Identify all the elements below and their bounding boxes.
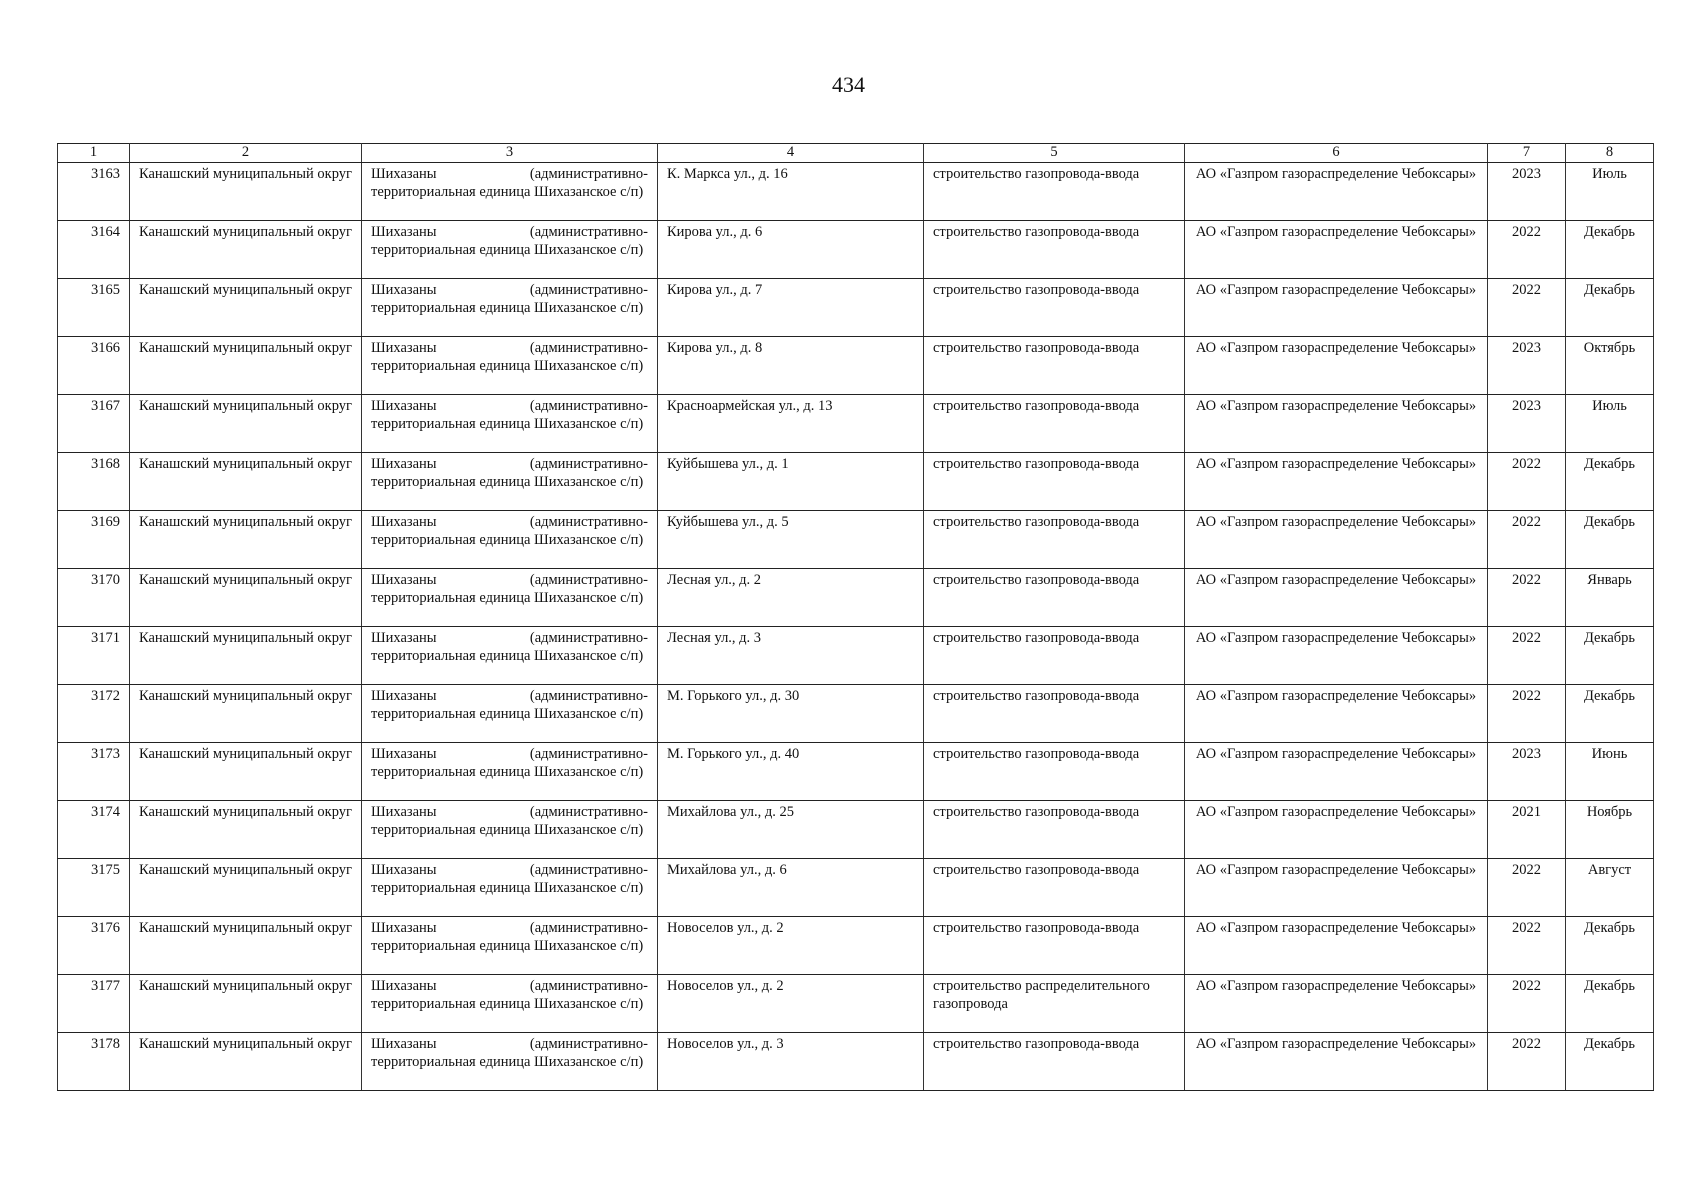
- year-cell: 2023: [1488, 743, 1566, 801]
- district-cell: Канашский муниципальный округ: [130, 917, 362, 975]
- address-cell: Новоселов ул., д. 2: [658, 917, 924, 975]
- table-row: [58, 627, 1654, 685]
- table-row: [58, 163, 1654, 221]
- organization-cell: АО «Газпром газораспределение Чебоксары»: [1185, 221, 1488, 279]
- table-row: [58, 279, 1654, 337]
- row-number-cell: 3174: [58, 801, 130, 859]
- month-cell: Октябрь: [1566, 337, 1654, 395]
- organization-cell: АО «Газпром газораспределение Чебоксары»: [1185, 511, 1488, 569]
- year-cell: 2022: [1488, 511, 1566, 569]
- work-type-cell: строительство газопровода-ввода: [924, 859, 1185, 917]
- work-type-cell: строительство газопровода-ввода: [924, 511, 1185, 569]
- table-header: [58, 144, 1654, 163]
- address-cell: Куйбышева ул., д. 5: [658, 511, 924, 569]
- table-row: [58, 917, 1654, 975]
- locality-cell: Шихазаны (административно-территориальная единица Шихазанское с/п): [362, 511, 658, 569]
- address-cell: Кирова ул., д. 8: [658, 337, 924, 395]
- district-cell: Канашский муниципальный округ: [130, 395, 362, 453]
- table-row: [58, 337, 1654, 395]
- work-type-cell: строительство газопровода-ввода: [924, 1033, 1185, 1091]
- table-row: [58, 395, 1654, 453]
- address-cell: М. Горького ул., д. 30: [658, 685, 924, 743]
- row-number-cell: 3171: [58, 627, 130, 685]
- row-number-cell: 3175: [58, 859, 130, 917]
- work-type-cell: строительство газопровода-ввода: [924, 279, 1185, 337]
- work-type-cell: строительство газопровода-ввода: [924, 743, 1185, 801]
- month-cell: Декабрь: [1566, 221, 1654, 279]
- district-cell: Канашский муниципальный округ: [130, 279, 362, 337]
- district-cell: Канашский муниципальный округ: [130, 859, 362, 917]
- year-cell: 2022: [1488, 453, 1566, 511]
- organization-cell: АО «Газпром газораспределение Чебоксары»: [1185, 453, 1488, 511]
- month-cell: Июль: [1566, 163, 1654, 221]
- district-cell: Канашский муниципальный округ: [130, 569, 362, 627]
- year-cell: 2023: [1488, 395, 1566, 453]
- address-cell: Красноармейская ул., д. 13: [658, 395, 924, 453]
- address-cell: Новоселов ул., д. 2: [658, 975, 924, 1033]
- district-cell: Канашский муниципальный округ: [130, 163, 362, 221]
- row-number-cell: 3173: [58, 743, 130, 801]
- year-cell: 2022: [1488, 569, 1566, 627]
- locality-cell: Шихазаны (административно-территориальная единица Шихазанское с/п): [362, 801, 658, 859]
- year-cell: 2022: [1488, 917, 1566, 975]
- work-type-cell: строительство газопровода-ввода: [924, 453, 1185, 511]
- row-number-cell: 3163: [58, 163, 130, 221]
- month-cell: Декабрь: [1566, 685, 1654, 743]
- year-cell: 2022: [1488, 1033, 1566, 1091]
- column-header-2: 2: [130, 144, 362, 163]
- month-cell: Декабрь: [1566, 279, 1654, 337]
- table-row: [58, 743, 1654, 801]
- locality-cell: Шихазаны (административно-территориальная единица Шихазанское с/п): [362, 279, 658, 337]
- row-number-cell: 3167: [58, 395, 130, 453]
- address-cell: Куйбышева ул., д. 1: [658, 453, 924, 511]
- organization-cell: АО «Газпром газораспределение Чебоксары»: [1185, 395, 1488, 453]
- work-type-cell: строительство газопровода-ввода: [924, 685, 1185, 743]
- table-row: [58, 685, 1654, 743]
- column-header-4: 4: [658, 144, 924, 163]
- organization-cell: АО «Газпром газораспределение Чебоксары»: [1185, 685, 1488, 743]
- year-cell: 2022: [1488, 221, 1566, 279]
- locality-cell: Шихазаны (административно-территориальная единица Шихазанское с/п): [362, 221, 658, 279]
- address-cell: Михайлова ул., д. 6: [658, 859, 924, 917]
- month-cell: Декабрь: [1566, 627, 1654, 685]
- locality-cell: Шихазаны (административно-территориальная единица Шихазанское с/п): [362, 569, 658, 627]
- table-row: [58, 511, 1654, 569]
- table-row: [58, 221, 1654, 279]
- district-cell: Канашский муниципальный округ: [130, 975, 362, 1033]
- row-number-cell: 3169: [58, 511, 130, 569]
- work-type-cell: строительство газопровода-ввода: [924, 163, 1185, 221]
- organization-cell: АО «Газпром газораспределение Чебоксары»: [1185, 743, 1488, 801]
- locality-cell: Шихазаны (административно-территориальная единица Шихазанское с/п): [362, 395, 658, 453]
- organization-cell: АО «Газпром газораспределение Чебоксары»: [1185, 569, 1488, 627]
- month-cell: Декабрь: [1566, 1033, 1654, 1091]
- month-cell: Декабрь: [1566, 917, 1654, 975]
- work-type-cell: строительство газопровода-ввода: [924, 627, 1185, 685]
- address-cell: М. Горького ул., д. 40: [658, 743, 924, 801]
- organization-cell: АО «Газпром газораспределение Чебоксары»: [1185, 801, 1488, 859]
- locality-cell: Шихазаны (административно-территориальная единица Шихазанское с/п): [362, 685, 658, 743]
- locality-cell: Шихазаны (административно-территориальная единица Шихазанское с/п): [362, 337, 658, 395]
- row-number-cell: 3177: [58, 975, 130, 1033]
- year-cell: 2023: [1488, 337, 1566, 395]
- row-number-cell: 3178: [58, 1033, 130, 1091]
- row-number-cell: 3164: [58, 221, 130, 279]
- month-cell: Декабрь: [1566, 453, 1654, 511]
- locality-cell: Шихазаны (административно-территориальная единица Шихазанское с/п): [362, 743, 658, 801]
- column-header-8: 8: [1566, 144, 1654, 163]
- table-row: [58, 859, 1654, 917]
- table-row: [58, 1033, 1654, 1091]
- year-cell: 2023: [1488, 163, 1566, 221]
- address-cell: Лесная ул., д. 2: [658, 569, 924, 627]
- year-cell: 2022: [1488, 859, 1566, 917]
- month-cell: Декабрь: [1566, 975, 1654, 1033]
- organization-cell: АО «Газпром газораспределение Чебоксары»: [1185, 163, 1488, 221]
- year-cell: 2022: [1488, 279, 1566, 337]
- organization-cell: АО «Газпром газораспределение Чебоксары»: [1185, 975, 1488, 1033]
- column-header-6: 6: [1185, 144, 1488, 163]
- address-cell: Новоселов ул., д. 3: [658, 1033, 924, 1091]
- locality-cell: Шихазаны (административно-территориальная единица Шихазанское с/п): [362, 859, 658, 917]
- month-cell: Ноябрь: [1566, 801, 1654, 859]
- organization-cell: АО «Газпром газораспределение Чебоксары»: [1185, 1033, 1488, 1091]
- organization-cell: АО «Газпром газораспределение Чебоксары»: [1185, 917, 1488, 975]
- row-number-cell: 3172: [58, 685, 130, 743]
- column-header-3: 3: [362, 144, 658, 163]
- row-number-cell: 3165: [58, 279, 130, 337]
- table-body: [58, 163, 1654, 1091]
- organization-cell: АО «Газпром газораспределение Чебоксары»: [1185, 627, 1488, 685]
- organization-cell: АО «Газпром газораспределение Чебоксары»: [1185, 279, 1488, 337]
- table-row: [58, 569, 1654, 627]
- district-cell: Канашский муниципальный округ: [130, 627, 362, 685]
- year-cell: 2022: [1488, 975, 1566, 1033]
- work-type-cell: строительство газопровода-ввода: [924, 569, 1185, 627]
- district-cell: Канашский муниципальный округ: [130, 685, 362, 743]
- organization-cell: АО «Газпром газораспределение Чебоксары»: [1185, 337, 1488, 395]
- locality-cell: Шихазаны (административно-территориальная единица Шихазанское с/п): [362, 453, 658, 511]
- locality-cell: Шихазаны (административно-территориальная единица Шихазанское с/п): [362, 917, 658, 975]
- column-header-5: 5: [924, 144, 1185, 163]
- locality-cell: Шихазаны (административно-территориальная единица Шихазанское с/п): [362, 163, 658, 221]
- work-type-cell: строительство газопровода-ввода: [924, 917, 1185, 975]
- district-cell: Канашский муниципальный округ: [130, 743, 362, 801]
- district-cell: Канашский муниципальный округ: [130, 801, 362, 859]
- month-cell: Август: [1566, 859, 1654, 917]
- year-cell: 2022: [1488, 627, 1566, 685]
- table-row: [58, 801, 1654, 859]
- year-cell: 2021: [1488, 801, 1566, 859]
- gas-pipeline-table: [57, 143, 1654, 1091]
- district-cell: Канашский муниципальный округ: [130, 337, 362, 395]
- row-number-cell: 3166: [58, 337, 130, 395]
- address-cell: К. Маркса ул., д. 16: [658, 163, 924, 221]
- page-number: 434: [832, 72, 865, 97]
- table-row: [58, 975, 1654, 1033]
- month-cell: Январь: [1566, 569, 1654, 627]
- work-type-cell: строительство газопровода-ввода: [924, 801, 1185, 859]
- work-type-cell: строительство газопровода-ввода: [924, 395, 1185, 453]
- organization-cell: АО «Газпром газораспределение Чебоксары»: [1185, 859, 1488, 917]
- column-header-1: 1: [58, 144, 130, 163]
- month-cell: Июль: [1566, 395, 1654, 453]
- address-cell: Лесная ул., д. 3: [658, 627, 924, 685]
- district-cell: Канашский муниципальный округ: [130, 453, 362, 511]
- district-cell: Канашский муниципальный округ: [130, 1033, 362, 1091]
- locality-cell: Шихазаны (административно-территориальная единица Шихазанское с/п): [362, 627, 658, 685]
- month-cell: Июнь: [1566, 743, 1654, 801]
- row-number-cell: 3176: [58, 917, 130, 975]
- locality-cell: Шихазаны (административно-территориальная единица Шихазанское с/п): [362, 1033, 658, 1091]
- month-cell: Декабрь: [1566, 511, 1654, 569]
- work-type-cell: строительство газопровода-ввода: [924, 337, 1185, 395]
- row-number-cell: 3170: [58, 569, 130, 627]
- address-cell: Кирова ул., д. 6: [658, 221, 924, 279]
- district-cell: Канашский муниципальный округ: [130, 511, 362, 569]
- work-type-cell: строительство газопровода-ввода: [924, 221, 1185, 279]
- year-cell: 2022: [1488, 685, 1566, 743]
- table-row: [58, 453, 1654, 511]
- district-cell: Канашский муниципальный округ: [130, 221, 362, 279]
- column-header-7: 7: [1488, 144, 1566, 163]
- address-cell: Михайлова ул., д. 25: [658, 801, 924, 859]
- address-cell: Кирова ул., д. 7: [658, 279, 924, 337]
- row-number-cell: 3168: [58, 453, 130, 511]
- header-row: [58, 144, 1654, 163]
- locality-cell: Шихазаны (административно-территориальная единица Шихазанское с/п): [362, 975, 658, 1033]
- work-type-cell: строительство распределительного газопровода: [924, 975, 1185, 1033]
